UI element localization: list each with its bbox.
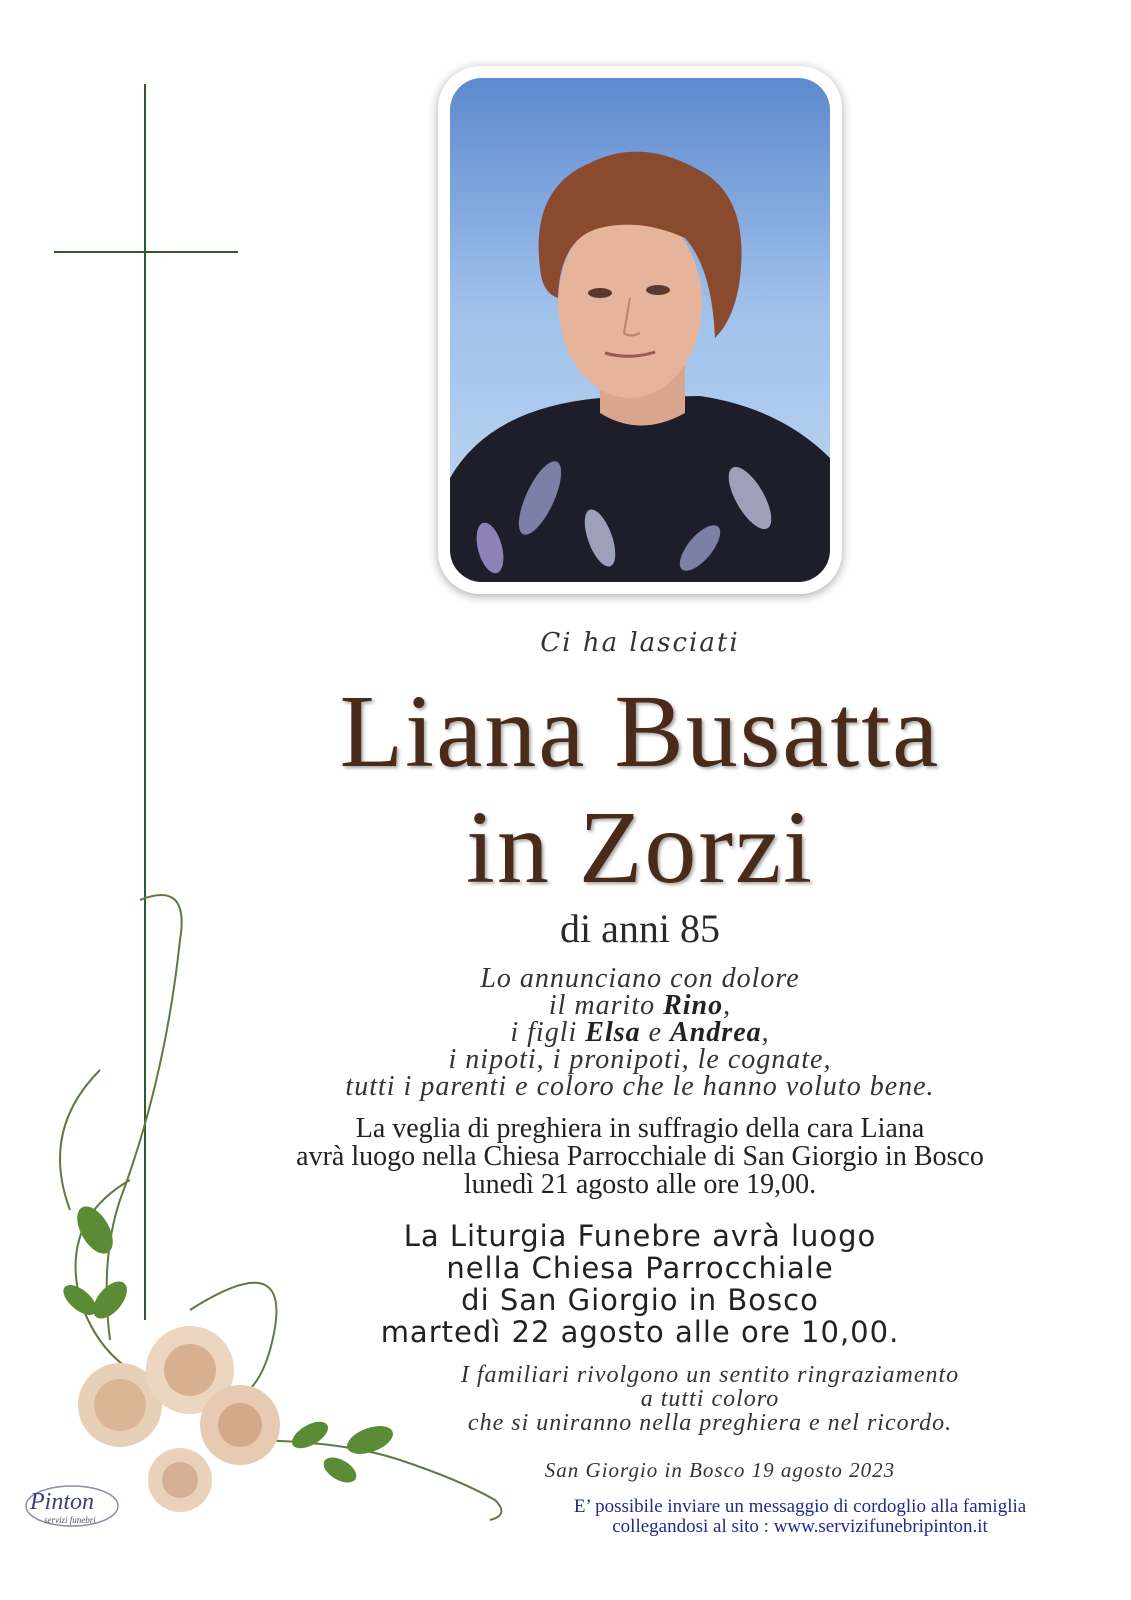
deceased-name: Liana Busatta [339, 674, 941, 789]
liturgy-line: nella Chiesa Parrocchiale [446, 1251, 834, 1285]
deceased-age: di anni 85 [560, 906, 720, 951]
vigil-line: La veglia di preghiera in suffragio della cara Liana [355, 1113, 925, 1144]
deceased-married-name: in Zorzi [465, 790, 815, 905]
portrait-photo [450, 78, 830, 582]
vigil-line: avrà luogo nella Chiesa Parrocchiale di San Giorgio in Bosco [296, 1141, 984, 1172]
portrait-illustration [450, 78, 830, 582]
thanks-line: a tutti coloro [640, 1386, 780, 1412]
contact-line[interactable]: collegandosi al sito : www.servizifunebripinton.it [612, 1516, 988, 1537]
announcement-line: i nipoti, i pronipoti, le cognate, [448, 1044, 832, 1075]
announcement-line: Lo annunciano con dolore [480, 963, 800, 994]
announcement-line: il marito Rino, [548, 990, 732, 1021]
vigil-line: lunedì 21 agosto alle ore 19,00. [463, 1169, 817, 1200]
announcement-line: i figli Elsa e Andrea, [510, 1017, 770, 1048]
portrait-frame [438, 66, 842, 594]
logo-subtitle: servizi funebri [44, 1515, 96, 1525]
contact-line: E’ possibile inviare un messaggio di cordoglio alla famiglia [573, 1496, 1027, 1517]
announcement-line: tutti i parenti e coloro che le hanno voluto bene. [345, 1071, 935, 1102]
liturgy-line: martedì 22 agosto alle ore 10,00. [380, 1315, 900, 1349]
liturgy-line: di San Giorgio in Bosco [461, 1283, 819, 1317]
intro-text: Ci ha lasciati [540, 628, 740, 658]
child-name: Elsa [585, 1017, 641, 1048]
logo-name: Pinton [30, 1489, 94, 1515]
cross-horizontal-bar [54, 251, 238, 253]
thanks-line: I familiari rivolgono un sentito ringraziamento [460, 1362, 960, 1388]
liturgy-line: La Liturgia Funebre avrà luogo [403, 1219, 877, 1253]
husband-name: Rino [663, 990, 724, 1021]
thanks-line: che si uniranno nella preghiera e nel ricordo. [467, 1410, 953, 1436]
place-date: San Giorgio in Bosco 19 agosto 2023 [544, 1458, 896, 1482]
child-name: Andrea [670, 1017, 762, 1048]
condolence-contact [500, 1497, 1100, 1537]
